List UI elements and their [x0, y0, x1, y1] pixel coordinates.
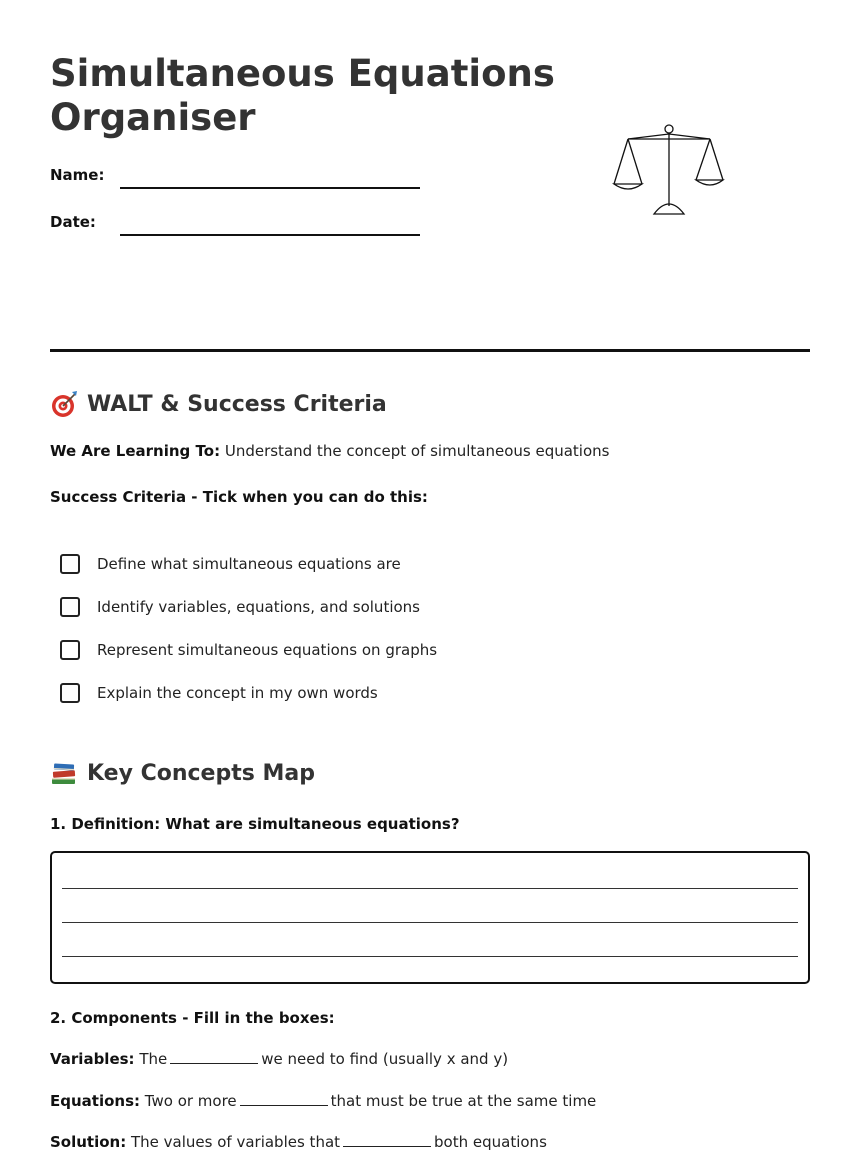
criteria-item	[60, 595, 437, 619]
criteria-checkbox[interactable]	[60, 554, 80, 574]
criteria-label: Explain the concept in my own words	[97, 684, 378, 702]
component-text-after: we need to find (usually x and y)	[261, 1050, 509, 1068]
balance-scale-icon	[610, 122, 730, 218]
success-criteria-list	[60, 552, 437, 724]
component-solution	[50, 1133, 547, 1151]
component-text-before: The values of variables that	[131, 1133, 341, 1151]
concepts-heading-text: Key Concepts Map	[87, 760, 315, 786]
concepts-heading	[50, 759, 315, 787]
learning-text: Understand the concept of simultaneous equations	[224, 442, 610, 460]
criteria-checkbox[interactable]	[60, 597, 80, 617]
component-variables	[50, 1050, 508, 1068]
answer-line	[62, 888, 798, 889]
target-icon	[50, 390, 78, 418]
component-text-before: The	[139, 1050, 168, 1068]
fill-in-blank[interactable]	[343, 1134, 431, 1147]
criteria-item	[60, 552, 437, 576]
fill-in-blank[interactable]	[170, 1051, 258, 1064]
name-label: Name:	[50, 166, 105, 184]
criteria-item	[60, 638, 437, 662]
component-equations	[50, 1092, 596, 1110]
criteria-heading: Success Criteria - Tick when you can do this:	[50, 488, 428, 506]
components-prompt: 2. Components - Fill in the boxes:	[50, 1009, 335, 1027]
component-text-after: that must be true at the same time	[330, 1092, 597, 1110]
component-label: Equations:	[50, 1092, 141, 1110]
component-label: Variables:	[50, 1050, 135, 1068]
definition-prompt: 1. Definition: What are simultaneous equations?	[50, 815, 460, 833]
page-title: Simultaneous Equations Organiser	[50, 52, 555, 139]
date-field[interactable]	[120, 234, 420, 236]
learning-intention	[50, 442, 609, 460]
walt-heading-text: WALT & Success Criteria	[87, 391, 387, 417]
component-text-before: Two or more	[144, 1092, 237, 1110]
learning-label: We Are Learning To:	[50, 442, 221, 460]
fill-in-blank[interactable]	[240, 1093, 328, 1106]
books-icon	[50, 759, 78, 787]
definition-answer-box[interactable]	[50, 851, 810, 984]
criteria-label: Represent simultaneous equations on graphs	[97, 641, 438, 659]
criteria-checkbox[interactable]	[60, 640, 80, 660]
date-label: Date:	[50, 213, 96, 231]
criteria-item	[60, 681, 437, 705]
component-text-after: both equations	[434, 1133, 547, 1151]
header-divider	[50, 349, 810, 352]
component-label: Solution:	[50, 1133, 127, 1151]
name-field[interactable]	[120, 187, 420, 189]
criteria-checkbox[interactable]	[60, 683, 80, 703]
walt-heading	[50, 390, 387, 418]
criteria-label: Define what simultaneous equations are	[97, 555, 401, 573]
criteria-label: Identify variables, equations, and solutions	[97, 598, 420, 616]
answer-line	[62, 956, 798, 957]
answer-line	[62, 922, 798, 923]
